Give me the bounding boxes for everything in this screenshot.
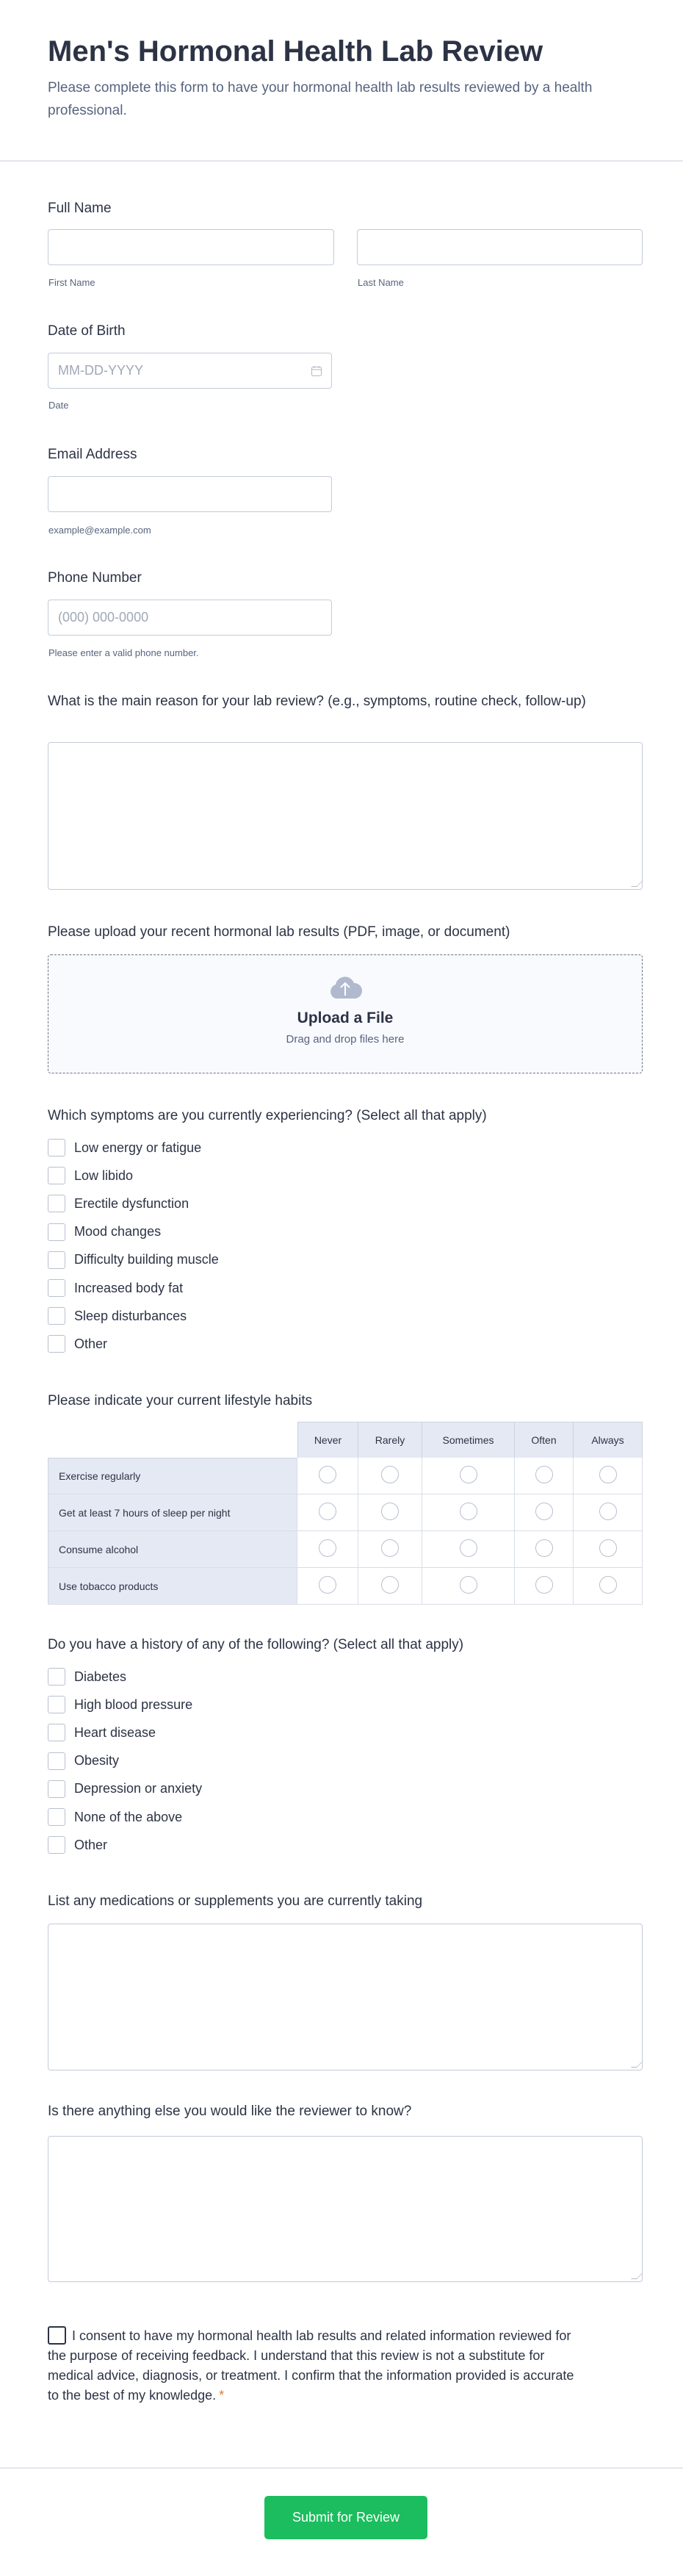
radio-often[interactable]	[535, 1503, 553, 1520]
checkbox[interactable]	[48, 1752, 65, 1770]
checkbox[interactable]	[48, 1139, 65, 1156]
option-label: Obesity	[74, 1753, 120, 1769]
matrix-corner	[48, 1422, 297, 1458]
radio-sometimes[interactable]	[460, 1503, 477, 1520]
symptoms-option[interactable]	[48, 1251, 219, 1270]
option-label: Heart disease	[74, 1724, 156, 1740]
history-option[interactable]	[48, 1723, 156, 1742]
dob-placeholder: MM-DD-YYYY	[58, 363, 143, 378]
checkbox[interactable]	[48, 1696, 65, 1713]
matrix-cell	[574, 1568, 643, 1605]
matrix-cell	[574, 1531, 643, 1568]
resize-grip[interactable]	[631, 2062, 643, 2068]
row-label: Consume alcohol	[48, 1531, 297, 1568]
checkbox[interactable]	[48, 1668, 65, 1685]
dob-label: Date of Birth	[48, 323, 126, 339]
matrix-cell	[515, 1494, 574, 1531]
history-option[interactable]	[48, 1667, 126, 1686]
first-name-input[interactable]	[48, 229, 334, 265]
dob-input[interactable]	[48, 353, 332, 389]
upload-label: Please upload your recent hormonal lab results (PDF, image, or document)	[48, 924, 510, 940]
matrix-cell	[297, 1494, 358, 1531]
matrix-row	[48, 1568, 643, 1605]
calendar-icon[interactable]	[311, 365, 322, 377]
radio-always[interactable]	[599, 1466, 617, 1483]
matrix-cell	[297, 1568, 358, 1605]
symptoms-option[interactable]	[48, 1334, 107, 1353]
consent-text: I consent to have my hormonal health lab results and related information reviewed for the purpose of receiving feedback. I understand that this review is not a substitute for medical advice, diagnosis, or treatment. I confirm that the information provided is accurate to the best of my knowledge.	[48, 2328, 574, 2403]
consent-checkbox[interactable]	[48, 2326, 66, 2345]
symptoms-option[interactable]	[48, 1166, 133, 1185]
option-label: Other	[74, 1336, 108, 1351]
radio-always[interactable]	[599, 1576, 617, 1594]
matrix-cell	[358, 1494, 422, 1531]
phone-sublabel: Please enter a valid phone number.	[48, 647, 199, 658]
matrix-cell	[358, 1531, 422, 1568]
matrix-cell	[422, 1531, 515, 1568]
symptoms-label: Which symptoms are you currently experiencing? (Select all that apply)	[48, 1108, 487, 1123]
full-name-label: Full Name	[48, 201, 112, 216]
checkbox[interactable]	[48, 1223, 65, 1241]
form-title: Men's Hormonal Health Lab Review	[48, 35, 543, 68]
matrix-cell	[422, 1458, 515, 1494]
symptoms-option[interactable]	[48, 1306, 187, 1325]
option-label: Difficulty building muscle	[74, 1252, 219, 1267]
matrix-cell	[422, 1494, 515, 1531]
radio-rarely[interactable]	[381, 1503, 399, 1520]
checkbox[interactable]	[48, 1195, 65, 1212]
matrix-cell	[574, 1494, 643, 1531]
phone-input[interactable]	[48, 600, 332, 636]
column-header-rarely: Rarely	[358, 1422, 422, 1458]
checkbox[interactable]	[48, 1307, 65, 1325]
column-header-always: Always	[574, 1422, 643, 1458]
symptoms-option[interactable]	[48, 1138, 201, 1157]
matrix-cell	[574, 1458, 643, 1494]
option-label: Diabetes	[74, 1669, 127, 1684]
form-subtitle: Please complete this form to have your hormonal health lab results reviewed by a health professional.	[48, 80, 593, 118]
radio-sometimes[interactable]	[460, 1539, 477, 1557]
checkbox[interactable]	[48, 1724, 65, 1741]
matrix-row	[48, 1531, 643, 1568]
footer-divider	[0, 2467, 683, 2469]
email-input[interactable]	[48, 476, 332, 512]
radio-rarely[interactable]	[381, 1539, 399, 1557]
option-label: Sleep disturbances	[74, 1308, 187, 1323]
radio-rarely[interactable]	[381, 1466, 399, 1483]
symptoms-option[interactable]	[48, 1194, 189, 1213]
dob-sublabel: Date	[48, 400, 69, 411]
radio-often[interactable]	[535, 1576, 553, 1594]
history-option[interactable]	[48, 1752, 119, 1771]
radio-never[interactable]	[319, 1539, 336, 1557]
history-option[interactable]	[48, 1835, 107, 1854]
reason-label: What is the main reason for your lab review? (e.g., symptoms, routine check, follow-up)	[48, 694, 586, 709]
option-label: Depression or anxiety	[74, 1781, 203, 1796]
last-name-sublabel: Last Name	[358, 277, 404, 288]
radio-never[interactable]	[319, 1576, 336, 1594]
resize-grip[interactable]	[631, 881, 643, 887]
matrix-cell	[297, 1531, 358, 1568]
checkbox[interactable]	[48, 1808, 65, 1826]
first-name-sublabel: First Name	[48, 277, 95, 288]
matrix-cell	[358, 1458, 422, 1494]
radio-rarely[interactable]	[381, 1576, 399, 1594]
option-label: Low libido	[74, 1168, 134, 1183]
checkbox[interactable]	[48, 1780, 65, 1798]
matrix-cell	[515, 1458, 574, 1494]
radio-often[interactable]	[535, 1466, 553, 1483]
checkbox[interactable]	[48, 1836, 65, 1854]
row-label: Exercise regularly	[48, 1458, 297, 1494]
phone-label: Phone Number	[48, 570, 142, 586]
row-label: Use tobacco products	[48, 1568, 297, 1605]
required-mark: *	[219, 2388, 225, 2403]
matrix-cell	[358, 1568, 422, 1605]
option-label: Increased body fat	[74, 1280, 184, 1295]
resize-grip[interactable]	[631, 2273, 643, 2279]
other-info-textarea[interactable]	[48, 2136, 643, 2282]
option-label: Other	[74, 1837, 108, 1852]
medications-label: List any medications or supplements you are currently taking	[48, 1893, 423, 1909]
column-header-sometimes: Sometimes	[422, 1422, 515, 1458]
consent-block	[48, 2326, 577, 2406]
history-option[interactable]	[48, 1780, 202, 1799]
radio-often[interactable]	[535, 1539, 553, 1557]
email-sublabel: example@example.com	[48, 525, 151, 536]
option-label: High blood pressure	[74, 1697, 193, 1712]
lifestyle-label: Please indicate your current lifestyle habits	[48, 1393, 313, 1408]
history-label: Do you have a history of any of the following? (Select all that apply)	[48, 1637, 464, 1652]
matrix-row	[48, 1494, 643, 1531]
checkbox[interactable]	[48, 1279, 65, 1297]
lifestyle-matrix	[48, 1422, 643, 1605]
header-divider	[0, 160, 683, 162]
symptoms-option[interactable]	[48, 1278, 183, 1298]
option-label: Erectile dysfunction	[74, 1195, 189, 1211]
radio-always[interactable]	[599, 1539, 617, 1557]
symptoms-option[interactable]	[48, 1223, 161, 1242]
email-label: Email Address	[48, 447, 137, 462]
radio-always[interactable]	[599, 1503, 617, 1520]
checkbox[interactable]	[48, 1251, 65, 1269]
radio-sometimes[interactable]	[460, 1576, 477, 1594]
radio-never[interactable]	[319, 1466, 336, 1483]
matrix-cell	[422, 1568, 515, 1605]
matrix-cell	[297, 1458, 358, 1494]
last-name-input[interactable]	[357, 229, 643, 265]
medications-textarea[interactable]	[48, 1924, 643, 2070]
column-header-never: Never	[297, 1422, 358, 1458]
column-header-often: Often	[515, 1422, 574, 1458]
checkbox[interactable]	[48, 1167, 65, 1184]
row-label: Get at least 7 hours of sleep per night	[48, 1494, 297, 1531]
radio-never[interactable]	[319, 1503, 336, 1520]
option-label: Mood changes	[74, 1224, 162, 1240]
history-option[interactable]	[48, 1695, 192, 1714]
reason-textarea[interactable]	[48, 742, 643, 890]
submit-button[interactable]: Submit for Review	[264, 2496, 427, 2539]
checkbox[interactable]	[48, 1335, 65, 1353]
cloud-upload-icon	[327, 974, 364, 1000]
matrix-cell	[515, 1531, 574, 1568]
matrix-cell	[515, 1568, 574, 1605]
file-upload-dropzone[interactable]	[48, 954, 643, 1073]
history-option[interactable]	[48, 1807, 182, 1827]
option-label: Low energy or fatigue	[74, 1140, 202, 1155]
radio-sometimes[interactable]	[460, 1466, 477, 1483]
upload-title: Upload a File	[297, 1010, 394, 1026]
matrix-row	[48, 1458, 643, 1494]
other-info-label: Is there anything else you would like the reviewer to know?	[48, 2104, 412, 2119]
upload-hint: Drag and drop files here	[286, 1033, 405, 1046]
phone-placeholder: (000) 000-0000	[58, 610, 149, 625]
option-label: None of the above	[74, 1809, 183, 1824]
